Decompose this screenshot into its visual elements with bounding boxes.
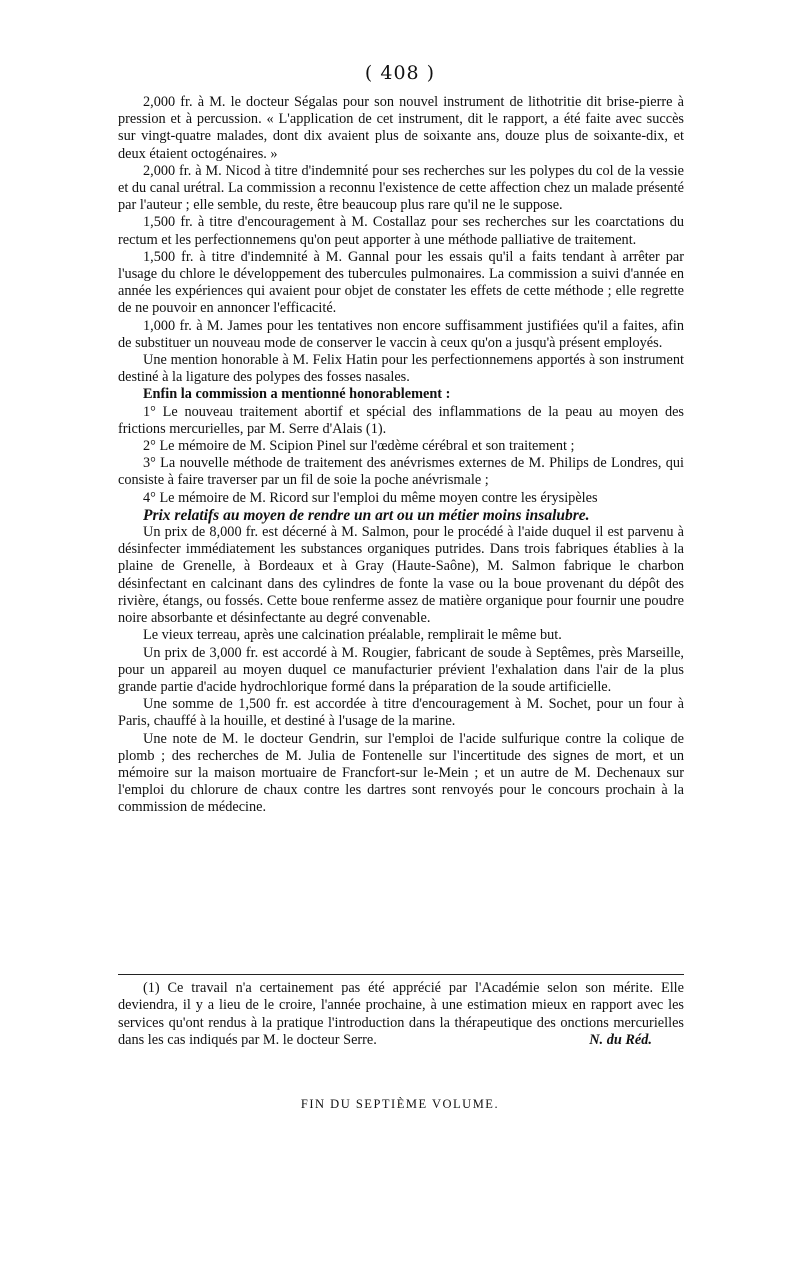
footnote-signature: N. du Réd. — [589, 1032, 652, 1049]
paragraph: Le vieux terreau, après une calcination préalable, remplirait le même but. — [143, 627, 562, 644]
paragraph: Une mention honorable à M. Felix Hatin pour les perfectionnemens apportés à son instrument destiné à la ligature des polypes des fosses nasales. — [118, 352, 684, 386]
paragraph: Un prix de 3,000 fr. est accordé à M. Rougier, fabricant de soude à Septêmes, près Marseille, pour un appareil au moyen duquel ce manufacturier prévient l'exhalation dans l'air de la plus grande partie d'acide hydrochlorique formé dans la préparation de la soude artificielle. — [118, 644, 684, 695]
paragraph: Une somme de 1,500 fr. est accordée à titre d'encouragement à M. Sochet, pour un four à Paris, chauffé à la houille, et destiné à l'usage de la marine. — [118, 696, 684, 730]
main-text — [118, 94, 684, 817]
paragraph: 2,000 fr. à M. le docteur Ségalas pour son nouvel instrument de lithotritie dit brise-pierre à pression et à percussion. « L'application de cet instrument, dit le rapport, a été faite avec succès sur vingt-quatre malades, dont dix avaient plus de soixante ans, douze plus de soixante-dix, et deux étaient octogénaires. » — [118, 94, 684, 162]
list-item: 3° La nouvelle méthode de traitement des anévrismes externes de M. Philips de Londres, qui consiste à faire traverser par un fil de soie la poche anévrismale ; — [118, 455, 684, 489]
paragraph: 1,500 fr. à titre d'indemnité à M. Gannal pour les essais qu'il a faits tendant à arrêter par l'usage du chlore le développement des tubercules pulmonaires. La commission a suivi d'année en année les expériences qui avaient pour objet de constater les effets de cette méthode ; elle regrette de ne pouvoir en annoncer l'efficacité. — [118, 248, 684, 317]
paragraph: Un prix de 8,000 fr. est décerné à M. Salmon, pour le procédé à l'aide duquel il est parvenu à désinfecter immédiatement les substances organiques putrides. Dans trois fabriques établies à la plaine de Grenelle, à Bordeaux et à Gray (Haute-Saône), M. Salmon fabrique le charbon désinfectant en calcinant dans des cylindres de fonte la vase ou la boue provenant du dépôt des rivière, étangs, ou fossés. Cette boue renferme assez de matière organique pour fournir une poudre noire absorbante et désinfectante au degré convenable. — [118, 524, 684, 627]
list-item: 4° Le mémoire de M. Ricord sur l'emploi du même moyen contre les érysipèles — [143, 489, 598, 506]
paragraph: 1,500 fr. à titre d'encouragement à M. Costallaz pour ses recherches sur les coarctations du rectum et les perfectionnemens qu'on peut apporter à une méthode palliative de traitement. — [118, 214, 684, 248]
paragraph: Une note de M. le docteur Gendrin, sur l'emploi de l'acide sulfurique contre la colique de plomb ; des recherches de M. Julia de Fontenelle sur l'incertitude des signes de mort, et un mémoire sur la maison mortuaire de Francfort-sur le-Mein ; et un autre de M. Dechenaux sur l'emploi du chlorure de chaux contre les dartres sont renvoyés pour le concours prochain à la commission de médecine. — [118, 730, 684, 816]
paragraph: 1,000 fr. à M. James pour les tentatives non encore suffisamment justifiées qu'il a faites, afin de substituer un nouveau mode de conserver le vaccin à ceux qu'on a jusqu'à présent employés. — [118, 317, 684, 351]
closing-line: FIN DU SEPTIÈME VOLUME. — [300, 1097, 500, 1111]
footnote-divider — [118, 974, 684, 975]
paragraph: Enfin la commission a mentionné honorablement : — [143, 386, 451, 403]
paragraph: 2,000 fr. à M. Nicod à titre d'indemnité pour ses recherches sur les polypes du col de la vessie et du canal urétral. La commission a reconnu l'existence de cette affection chez un malade présenté par l'auteur ; elle semble, du reste, être beaucoup plus rare qu'il ne le suppose. — [118, 162, 684, 214]
list-item: 2° Le mémoire de M. Scipion Pinel sur l'œdème cérébral et son traitement ; — [143, 438, 575, 455]
page-number: ( 408 ) — [364, 62, 436, 84]
footnote — [118, 980, 684, 1050]
list-item: 1° Le nouveau traitement abortif et spécial des inflammations de la peau au moyen des frictions mercurielles, par M. Serre d'Alais (1). — [118, 403, 684, 437]
section-title: Prix relatifs au moyen de rendre un art ou un métier moins insalubre. — [143, 506, 590, 524]
footnote-text: (1) Ce travail n'a certainement pas été apprécié par l'Académie selon son mérite. Elle deviendra, il y a lieu de le croire, l'année prochaine, à une estimation mieux en rapport avec les services qu'ont rendus à la pratique l'introduction dans la thérapeutique des onctions mercurielles dans les cas indiqués par M. le docteur Serre. — [118, 980, 684, 1049]
